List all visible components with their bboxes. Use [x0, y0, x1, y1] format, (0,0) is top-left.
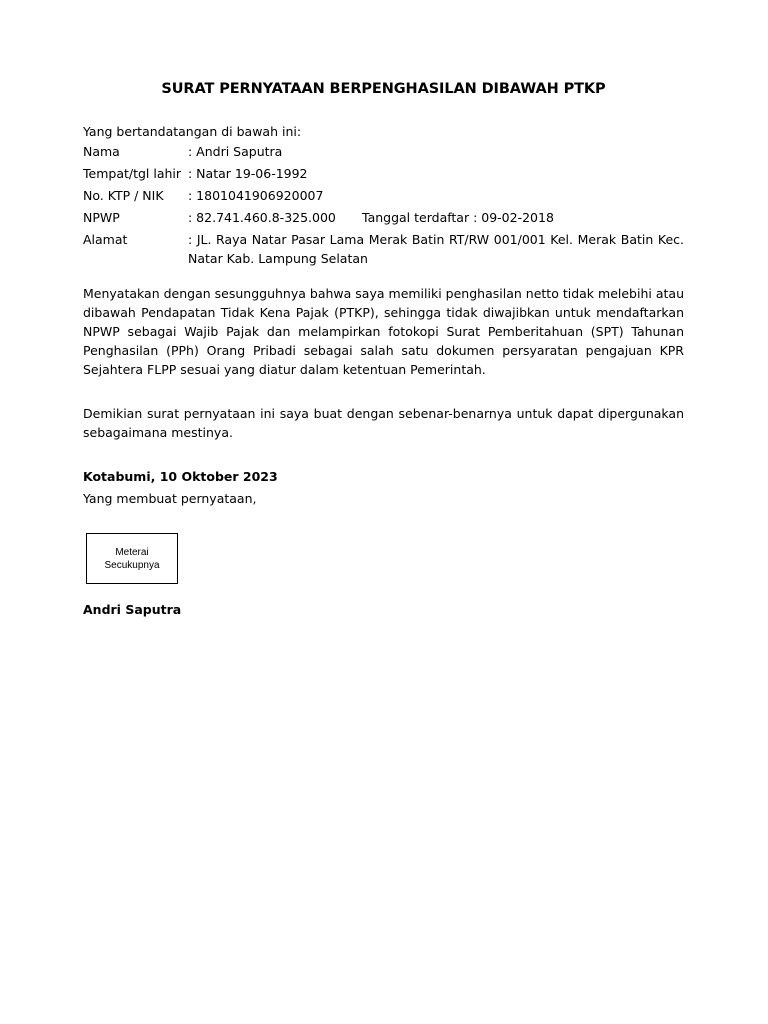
- stamp-text-line2: Secukupnya: [104, 559, 160, 571]
- npwp-value-group: [188, 208, 684, 227]
- letter-body: [83, 80, 684, 619]
- field-row-nama: [83, 142, 684, 161]
- closing-paragraph: Demikian surat pernyataan ini saya buat dengan sebenar-benarnya untuk dapat dipergunakan sebagaimana mestinya.: [83, 406, 684, 440]
- signer-name: Andri Saputra: [83, 602, 182, 617]
- field-label: Nama: [83, 144, 120, 159]
- statement-paragraph: Menyatakan dengan sesungguhnya bahwa saya memiliki penghasilan netto tidak melebihi atau dibawah Pendapatan Tidak Kena Pajak (PTKP), sehingga tidak diwajibkan untuk mendaftarkan NPWP sebagai Wajib Pajak dan melampirkan fotokopi Surat Pemberitahuan (SPT) Tahunan Penghasilan (PPh) Orang Pribadi sebagai salah satu dokumen persyaratan pengajuan KPR Sejahtera FLPP sesuai yang diatur dalam ketentuan Pemerintah.: [83, 286, 684, 377]
- document-title: SURAT PERNYATAAN BERPENGHASILAN DIBAWAH PTKP: [161, 81, 606, 97]
- place-date: Kotabumi, 10 Oktober 2023: [83, 469, 278, 484]
- field-value: : Natar 19-06-1992: [188, 166, 308, 181]
- registration-date: Tanggal terdaftar : 09-02-2018: [362, 210, 554, 225]
- field-row-alamat: [83, 230, 684, 268]
- field-label: NPWP: [83, 210, 120, 225]
- intro-line: Yang bertandatangan di bawah ini:: [83, 124, 302, 139]
- stamp-box: [86, 533, 178, 584]
- field-label: No. KTP / NIK: [83, 188, 164, 203]
- field-value: : 82.741.460.8-325.000: [188, 210, 336, 225]
- maker-label: Yang membuat pernyataan,: [83, 491, 257, 506]
- field-value: : Andri Saputra: [188, 144, 283, 159]
- field-row-ttl: [83, 164, 684, 183]
- stamp-text-line1: Meterai: [115, 546, 149, 558]
- field-row-npwp: [83, 208, 684, 227]
- field-row-ktp: [83, 186, 684, 205]
- field-value: : 1801041906920007: [188, 188, 324, 203]
- field-label: Alamat: [83, 232, 128, 247]
- field-value: : JL. Raya Natar Pasar Lama Merak Batin RT/RW 001/001 Kel. Merak Batin Kec. Natar Kab. Lampung Selatan: [188, 232, 684, 266]
- field-label: Tempat/tgl lahir: [83, 166, 182, 181]
